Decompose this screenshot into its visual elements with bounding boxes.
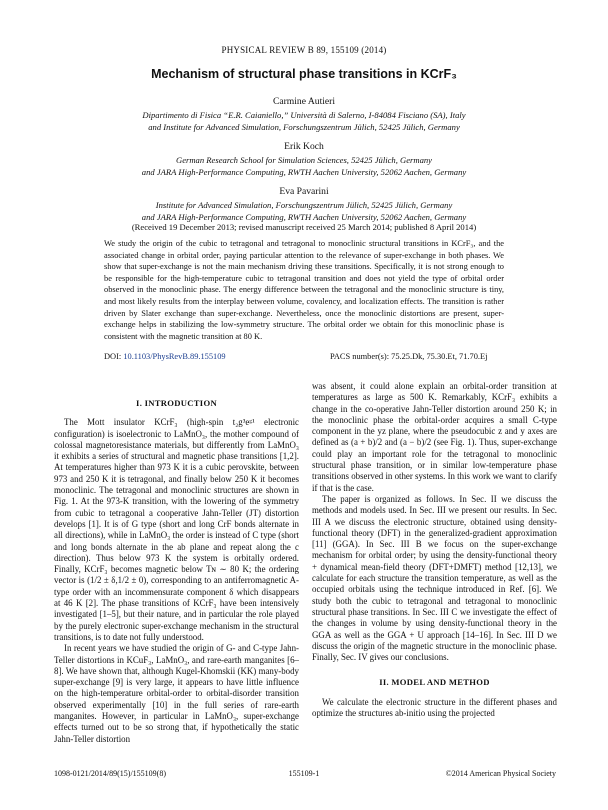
abstract: We study the origin of the cubic to tetragonal and tetragonal to monoclinic structural transitions in KCrF₃, and the associated change in orbital order, paying particular attention to the relevance of super-exchange in both phases. We show that super-exchange is not the main mechanism driving these transitions. Specifically, it is not strong enough to be responsible for the high-temperature cubic to tetragonal transition and does not yield the type of orbital order observed in the monoclinic phase. The energy difference between the tetragonal and the monoclinic structure is tiny, and most likely results from the interplay between volume, covalency, and localization effects. The transition is rather driven by Slater exchange than super-exchange. Nevertheless, once the monoclinic distortions are present, super-exchange helps in stabilizing the low-symmetry structure. The orbital order we obtain for this monoclinic phase is consistent with the magnetic transition at 80 K. — [104, 239, 504, 341]
footer-page-number: 155109-1 — [288, 769, 320, 778]
section-heading: I. INTRODUCTION — [136, 398, 217, 408]
paper-title: Mechanism of structural phase transitions in KCrF₃ — [151, 67, 457, 81]
author-affiliation: Institute for Advanced Simulation, Forschungszentrum Jülich, 52425 Jülich, Germany — [155, 200, 453, 210]
author-name: Eva Pavarini — [279, 186, 329, 197]
footer-issn: 1098-0121/2014/89(15)/155109(8) — [54, 769, 166, 778]
right-column — [312, 381, 557, 719]
left-column — [54, 398, 299, 745]
author-name: Carmine Autieri — [272, 96, 336, 107]
author-affiliation: and Institute for Advanced Simulation, Forschungszentrum Jülich, 52425 Jülich, Germany — [148, 122, 460, 132]
pacs-value: 75.25.Dk, 75.30.Et, 71.70.Ej — [391, 352, 488, 361]
pacs-label: PACS number(s): — [330, 352, 390, 361]
paragraph: The Mott insulator KCrF₃ (high-spin t₂g³eᵍ¹ electronic configuration) is isoelectronic to LaMnO₃, the mother compound of colossal magnetoresistance materials, but differently from LaMnO₃ it exhibits a series of structural and magnetic phase transitions [1,2]. At temperatures higher than 973 K it is a cubic perovskite, between 973 and 250 K it is tetragonal, and finally below 250 K it becomes monoclinic. The tetragonal and monoclinic structures are shown in Fig. 1. At the 973-K transition, with the lowering of the symmetry from cubic to tetragonal a cooperative Jahn-Teller (JT) distortion develops [1]. It is of G type (short and long CrF bonds alternate in all directions), while in LaMnO₃ the order is instead of C type (short and long bonds alternate in the ab plane and repeat along the c direction). Thus below 973 K the system is orbitally ordered. Finally, KCrF₃ becomes magnetic below Tɴ ∼ 80 K; the ordering vector is (1/2 ± δ,1/2 ± 0), corresponding to an antiferromagnetic A-type order with an incommensurate component δ which disappears at 46 K [2]. The phase transitions of KCrF₃ have been intensively investigated [1–5], but their nature, and in particular the role played by the purely electronic super-exchange mechanism in the structural transitions, is to date not fully understood. — [54, 417, 299, 642]
paragraph: was absent, it could alone explain an orbital-order transition at temperatures as large as 500 K. Remarkably, KCrF₃ exhibits a change in the co-operative Jahn-Teller distortion around 250 K; in the monoclinic phase the orbital-order acquires a small C-type component in the yz plane, where the pseudocubic z and y axes are defined as (a + b)/2 and (a − b)/2 (see Fig. 1). Thus, super-exchange could play an important role for the tetragonal to monoclinic structural phase transition, or in similar low-temperature phase transitions observed in other systems. In this work we want to clarify if that is the case. — [312, 381, 558, 493]
doi-link[interactable]: 10.1103/PhysRevB.89.155109 — [123, 352, 226, 361]
running-header: PHYSICAL REVIEW B 89, 155109 (2014) — [221, 45, 387, 55]
pacs-line — [330, 352, 487, 361]
paragraph: The paper is organized as follows. In Sec. II we discuss the methods and models used. In Sec. III we present our results. In Sec. III A we discuss the electronic structure, obtained using density-functional theory (DFT) in the generalized-gradient approximation [11] (GGA). In Sec. III B we focus on the super-exchange mechanism for orbital order; by using the density-functional theory + dynamical mean-field theory (DFT+DMFT) method [12,13], we calculate for each structure the transition temperature, as well as the occupied orbitals using the technique introduced in Ref. [6]. We study both the cubic to tetragonal and tetragonal to monoclinic structural phase transitions. In Sec. III C we investigate the effect of the changes in volume by using density-functional theory in the GGA as well as the GGA + U approach [14–16]. In Sec. III D we discuss the origin of the magnetic structure in the monoclinic phase. Finally, Sec. IV gives our conclusions. — [312, 493, 557, 663]
author-name: Erik Koch — [284, 141, 324, 152]
doi-label: DOI: — [104, 352, 122, 361]
received-dates: (Received 19 December 2013; revised manuscript received 25 March 2014; published 8 April 2014) — [131, 222, 477, 232]
author-affiliation: and JARA High-Performance Computing, RWTH Aachen University, 52062 Aachen, Germany — [141, 212, 467, 222]
paragraph: We calculate the electronic structure in the different phases and optimize the structures ab-initio using the projected — [312, 696, 557, 719]
doi-line — [104, 352, 226, 361]
section-heading: II. MODEL AND METHOD — [379, 677, 490, 688]
author-affiliation: German Research School for Simulation Sciences, 52425 Jülich, Germany — [175, 155, 432, 165]
author-affiliation: and JARA High-Performance Computing, RWTH Aachen University, 52062 Aachen, Germany — [141, 167, 467, 177]
footer-copyright: ©2014 American Physical Society — [445, 769, 556, 778]
paragraph: In recent years we have studied the origin of G- and C-type Jahn-Teller distortions in KCuF₃, LaMnO₃, and rare-earth manganites [6–8]. We have shown that, although Kugel-Khomskii (KK) many-body super-exchange [9] is very large, it appears to have little influence on the high-temperature orbital-order to orbital-disorder transition observed experimentally [10] in the full series of rare-earth manganites. However, in particular in LaMnO₃, super-exchange effects turned out to be so strong that, if hypothetically the static Jahn-Teller distortion — [54, 643, 299, 744]
author-affiliation: Dipartimento di Fisica “E.R. Caianiello,” Università di Salerno, I-84084 Fisciano (SA), Italy — [142, 110, 466, 120]
